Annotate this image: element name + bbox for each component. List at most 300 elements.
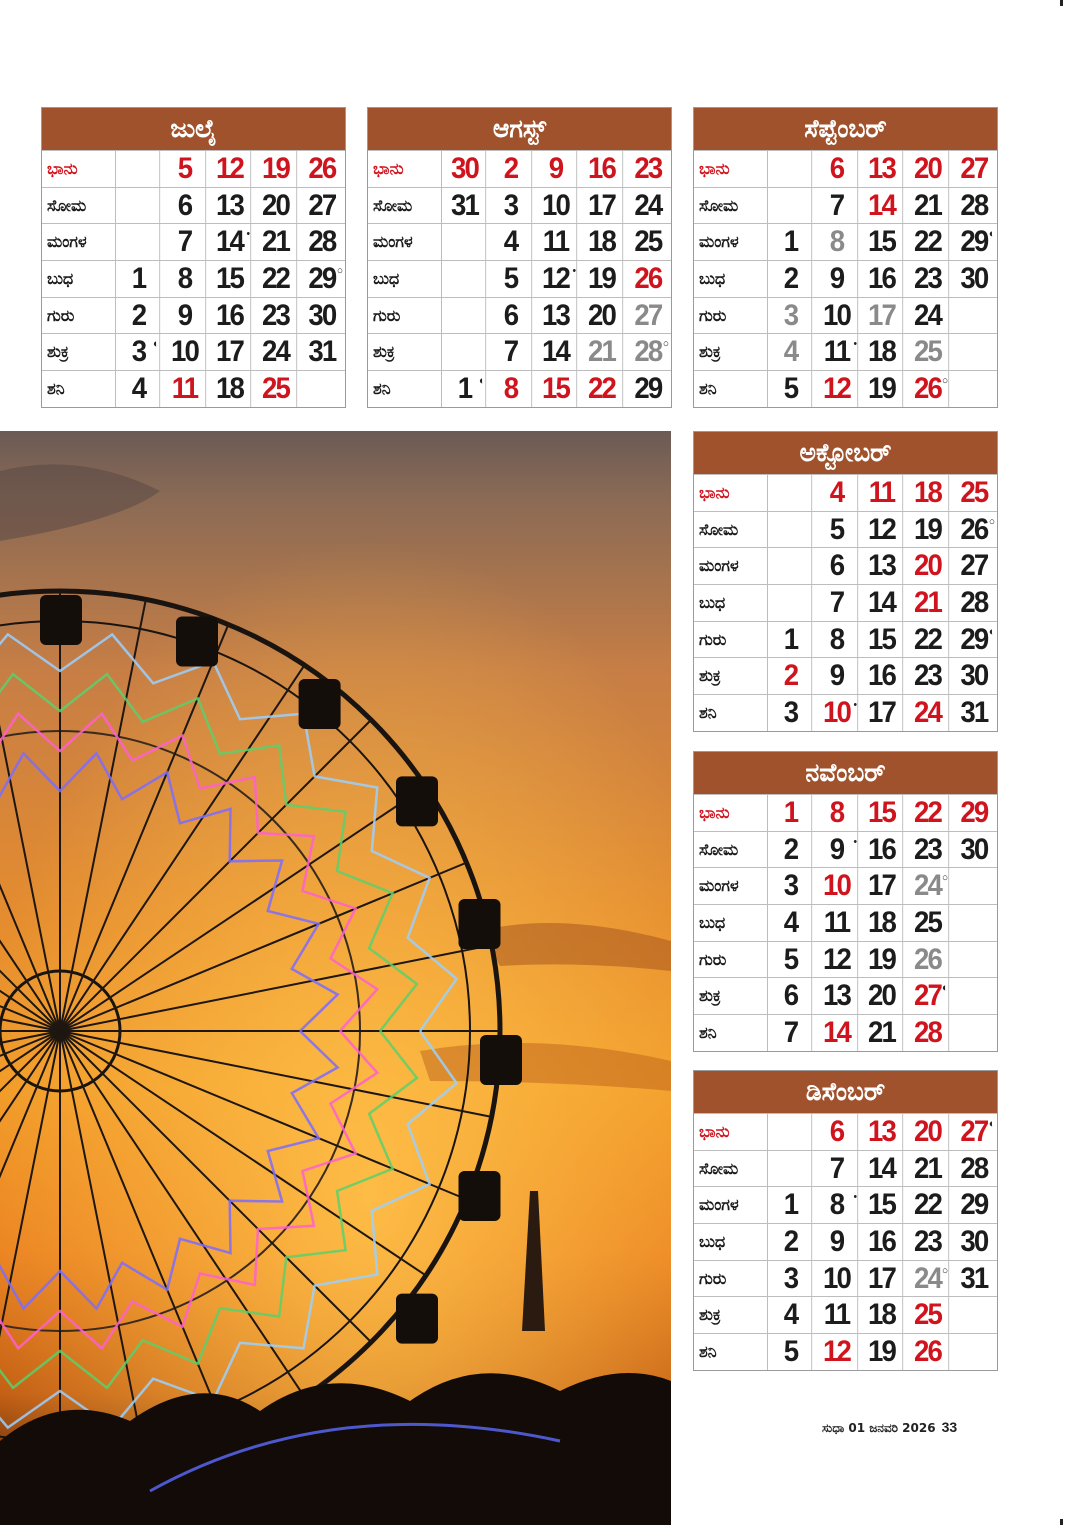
moon-phase-icon: ◐	[989, 625, 996, 638]
week-row	[694, 831, 997, 868]
date-number: 25	[914, 335, 942, 369]
gondola	[396, 1294, 438, 1344]
date-number: 6	[503, 298, 517, 332]
date-number: 21	[262, 225, 290, 259]
week-row	[42, 370, 345, 407]
calendar-august	[367, 107, 672, 408]
date-number: 7	[177, 225, 191, 259]
date-number: 13	[868, 151, 896, 185]
date-number: 8	[829, 225, 843, 259]
date-number: 24	[914, 298, 942, 332]
week-row	[694, 1260, 997, 1297]
date-number: 7	[829, 188, 843, 222]
weekday-label: ಬುಧ	[694, 1224, 768, 1260]
date-number: 22	[914, 1188, 942, 1222]
date-number: 1	[783, 795, 797, 829]
week-row	[694, 1223, 997, 1260]
date-cell	[953, 1297, 995, 1333]
date-number: 22	[914, 622, 942, 656]
date-cell	[770, 548, 812, 584]
date-cell	[953, 548, 995, 584]
date-number: 27	[960, 1114, 988, 1148]
date-cell	[444, 224, 486, 260]
date-cell	[209, 371, 251, 407]
date-cell	[815, 585, 857, 621]
date-cell	[953, 1187, 995, 1223]
date-cell	[815, 1187, 857, 1223]
week-row	[694, 370, 997, 407]
date-cell	[815, 151, 857, 187]
crop-mark	[1060, 1519, 1063, 1525]
date-number: 7	[783, 1015, 797, 1049]
date-cell	[535, 371, 577, 407]
date-cell	[815, 261, 857, 297]
date-cell	[489, 151, 531, 187]
week-row	[694, 187, 997, 224]
week-row	[368, 223, 671, 260]
date-number: 18	[868, 905, 896, 939]
week-row	[368, 260, 671, 297]
date-number: 15	[868, 622, 896, 656]
week-row	[694, 1333, 997, 1370]
date-cell	[815, 224, 857, 260]
weekday-label: ಶುಕ್ರ	[694, 658, 768, 694]
date-number: 23	[914, 261, 942, 295]
week-row	[694, 657, 997, 694]
date-number: 20	[914, 151, 942, 185]
date-cell	[581, 371, 623, 407]
date-cell	[581, 151, 623, 187]
date-cell	[815, 475, 857, 511]
date-cell	[535, 334, 577, 370]
date-number: 1	[783, 622, 797, 656]
weekday-label: ಶುಕ್ರ	[368, 334, 442, 370]
date-number: 18	[216, 371, 244, 405]
date-number: 25	[960, 475, 988, 509]
moon-phase-icon: ◐	[942, 982, 949, 995]
date-number: 19	[588, 261, 616, 295]
date-number: 2	[503, 151, 517, 185]
date-number: 27	[960, 151, 988, 185]
date-cell	[255, 371, 297, 407]
date-cell	[815, 1334, 857, 1370]
date-cell	[770, 832, 812, 868]
date-cell	[861, 475, 903, 511]
date-cell	[209, 298, 251, 334]
date-cell	[627, 371, 669, 407]
moon-phase-icon: •	[572, 265, 577, 278]
week-row	[694, 1150, 997, 1187]
date-cell	[953, 1224, 995, 1260]
date-number: 29	[960, 225, 988, 259]
date-cell	[953, 1334, 995, 1370]
date-cell	[953, 1261, 995, 1297]
date-number: 26	[914, 371, 942, 405]
date-cell	[163, 334, 205, 370]
date-cell	[489, 371, 531, 407]
date-cell	[953, 1151, 995, 1187]
weekday-label: ಭಾನು	[694, 475, 768, 511]
date-cell	[489, 298, 531, 334]
date-number: 5	[783, 1334, 797, 1368]
date-cell	[815, 1015, 857, 1051]
date-number: 18	[868, 335, 896, 369]
date-cell	[815, 1114, 857, 1150]
date-cell	[861, 334, 903, 370]
week-row	[694, 621, 997, 658]
date-cell	[118, 371, 160, 407]
date-cell	[907, 334, 949, 370]
week-row	[694, 584, 997, 621]
date-number: 21	[868, 1015, 896, 1049]
date-cell	[861, 942, 903, 978]
date-cell	[535, 224, 577, 260]
date-number: 11	[869, 475, 895, 509]
date-cell	[770, 1151, 812, 1187]
date-cell	[861, 151, 903, 187]
weekday-label: ಶುಕ್ರ	[694, 1297, 768, 1333]
date-cell	[301, 298, 343, 334]
date-number: 27	[634, 298, 662, 332]
date-cell	[953, 1114, 995, 1150]
weekday-label: ಮಂಗಳ	[694, 548, 768, 584]
date-number: 19	[868, 371, 896, 405]
date-cell	[907, 658, 949, 694]
date-cell	[255, 298, 297, 334]
week-row	[694, 511, 997, 548]
date-number: 16	[868, 659, 896, 693]
week-row	[694, 223, 997, 260]
week-row	[694, 904, 997, 941]
week-row	[694, 867, 997, 904]
date-number: 26	[960, 512, 988, 546]
date-cell	[581, 261, 623, 297]
date-number: 11	[823, 905, 849, 939]
date-number: 4	[131, 371, 145, 405]
date-cell	[861, 695, 903, 731]
date-number: 9	[177, 298, 191, 332]
date-cell	[770, 188, 812, 224]
date-cell	[444, 261, 486, 297]
date-cell	[770, 695, 812, 731]
weekday-label: ಗುರು	[42, 298, 116, 334]
date-cell	[815, 334, 857, 370]
date-cell	[209, 261, 251, 297]
date-number: 25	[262, 371, 290, 405]
moon-phase-icon: ○	[942, 375, 949, 388]
date-cell	[489, 261, 531, 297]
week-row	[42, 297, 345, 334]
date-number: 26	[914, 942, 942, 976]
weekday-label: ಬುಧ	[368, 261, 442, 297]
date-number: 2	[783, 1224, 797, 1258]
date-cell	[770, 151, 812, 187]
date-cell	[163, 298, 205, 334]
date-cell	[255, 334, 297, 370]
date-number: 30	[308, 298, 336, 332]
month-title: ಅಕ್ಟೋಬರ್	[694, 432, 997, 474]
date-cell	[953, 622, 995, 658]
week-row	[42, 150, 345, 187]
date-number: 10	[822, 869, 850, 903]
date-number: 16	[868, 832, 896, 866]
date-cell	[444, 188, 486, 224]
date-cell	[953, 151, 995, 187]
date-cell	[907, 1151, 949, 1187]
footer-publication: ಸುಧಾ 01 ಜನವರಿ 2026	[822, 1421, 936, 1435]
weekday-label: ಬುಧ	[42, 261, 116, 297]
weekday-label: ಗುರು	[694, 1261, 768, 1297]
date-cell	[953, 832, 995, 868]
weekday-label: ಸೋಮ	[368, 188, 442, 224]
date-number: 15	[868, 795, 896, 829]
weekday-label: ಬುಧ	[694, 261, 768, 297]
date-cell	[953, 978, 995, 1014]
date-cell	[770, 1187, 812, 1223]
date-cell	[907, 1297, 949, 1333]
date-number: 14	[868, 585, 896, 619]
week-row	[368, 297, 671, 334]
date-number: 18	[588, 225, 616, 259]
week-row	[694, 1186, 997, 1223]
date-cell	[489, 224, 531, 260]
moon-phase-icon: ◐	[478, 375, 485, 388]
week-row	[694, 1113, 997, 1150]
gondola	[40, 595, 82, 645]
weekday-label: ಮಂಗಳ	[694, 224, 768, 260]
date-number: 22	[588, 371, 616, 405]
date-number: 4	[783, 1298, 797, 1332]
date-cell	[255, 188, 297, 224]
date-number: 16	[868, 261, 896, 295]
week-row	[42, 333, 345, 370]
date-cell	[861, 261, 903, 297]
date-cell	[953, 334, 995, 370]
date-number: 3	[783, 869, 797, 903]
moon-phase-icon: •	[853, 1191, 857, 1204]
moon-phase-icon: ○	[337, 265, 344, 278]
date-number: 7	[829, 585, 843, 619]
page-footer	[822, 1419, 957, 1436]
date-number: 4	[783, 335, 797, 369]
date-cell	[770, 585, 812, 621]
date-number: 23	[914, 1224, 942, 1258]
date-number: 7	[829, 1151, 843, 1185]
calendar-november	[693, 751, 998, 1052]
date-cell	[815, 548, 857, 584]
week-row	[694, 794, 997, 831]
date-number: 10	[542, 188, 570, 222]
date-number: 11	[171, 371, 197, 405]
date-cell	[861, 371, 903, 407]
date-number: 23	[914, 832, 942, 866]
date-cell	[953, 298, 995, 334]
moon-phase-icon: •	[853, 699, 857, 712]
date-cell	[535, 261, 577, 297]
date-cell	[118, 298, 160, 334]
crop-mark	[1060, 0, 1063, 6]
week-row	[694, 297, 997, 334]
date-cell	[770, 1261, 812, 1297]
date-number: 1	[131, 261, 145, 295]
date-cell	[907, 585, 949, 621]
date-cell	[861, 832, 903, 868]
date-cell	[163, 151, 205, 187]
date-number: 18	[868, 1298, 896, 1332]
date-cell	[861, 1334, 903, 1370]
date-number: 14	[822, 1015, 850, 1049]
date-cell	[535, 298, 577, 334]
date-number: 10	[822, 695, 850, 729]
date-number: 30	[450, 151, 478, 185]
date-cell	[953, 512, 995, 548]
date-cell	[907, 475, 949, 511]
date-cell	[907, 1224, 949, 1260]
date-cell	[770, 658, 812, 694]
date-number: 11	[823, 1298, 849, 1332]
date-cell	[861, 1015, 903, 1051]
date-cell	[163, 261, 205, 297]
weekday-label: ಸೋಮ	[694, 1151, 768, 1187]
date-number: 3	[783, 1261, 797, 1295]
date-cell	[953, 658, 995, 694]
week-row	[368, 150, 671, 187]
week-row	[694, 547, 997, 584]
date-number: 2	[783, 261, 797, 295]
date-number: 28	[960, 188, 988, 222]
weekday-label: ಶನಿ	[694, 371, 768, 407]
date-cell	[815, 371, 857, 407]
date-number: 27	[308, 188, 336, 222]
date-cell	[118, 151, 160, 187]
date-number: 31	[960, 695, 988, 729]
date-cell	[953, 371, 995, 407]
date-number: 14	[542, 335, 570, 369]
date-cell	[861, 978, 903, 1014]
weekday-label: ಶನಿ	[694, 695, 768, 731]
date-number: 2	[783, 659, 797, 693]
date-cell	[907, 371, 949, 407]
date-number: 28	[960, 585, 988, 619]
date-cell	[489, 188, 531, 224]
date-number: 24	[914, 869, 942, 903]
date-cell	[535, 188, 577, 224]
date-cell	[953, 795, 995, 831]
weekday-label: ಶುಕ್ರ	[694, 978, 768, 1014]
date-cell	[815, 1224, 857, 1260]
week-row	[694, 260, 997, 297]
weekday-label: ಗುರು	[368, 298, 442, 334]
date-cell	[907, 795, 949, 831]
date-cell	[163, 224, 205, 260]
ferris-wheel-photo	[0, 431, 671, 1525]
weekday-label: ಭಾನು	[42, 151, 116, 187]
gondola	[299, 679, 341, 729]
week-row	[42, 260, 345, 297]
date-cell	[861, 188, 903, 224]
date-number: 9	[549, 151, 563, 185]
date-number: 18	[914, 475, 942, 509]
date-cell	[444, 151, 486, 187]
date-cell	[770, 868, 812, 904]
date-cell	[907, 224, 949, 260]
date-cell	[907, 905, 949, 941]
weekday-label: ಭಾನು	[694, 151, 768, 187]
date-number: 20	[262, 188, 290, 222]
date-cell	[861, 868, 903, 904]
date-cell	[861, 1224, 903, 1260]
date-cell	[209, 334, 251, 370]
date-cell	[861, 1261, 903, 1297]
date-cell	[581, 188, 623, 224]
moon-phase-icon: ○	[942, 872, 949, 885]
weekday-label: ಶನಿ	[42, 371, 116, 407]
date-cell	[770, 942, 812, 978]
date-cell	[770, 978, 812, 1014]
date-cell	[815, 695, 857, 731]
date-number: 6	[829, 151, 843, 185]
date-number: 24	[262, 335, 290, 369]
date-cell	[861, 795, 903, 831]
date-cell	[861, 658, 903, 694]
date-cell	[770, 1015, 812, 1051]
date-number: 3	[503, 188, 517, 222]
moon-phase-icon: •	[246, 228, 251, 241]
date-cell	[953, 224, 995, 260]
date-cell	[907, 548, 949, 584]
date-cell	[770, 1224, 812, 1260]
date-number: 12	[868, 512, 896, 546]
date-cell	[907, 978, 949, 1014]
date-number: 29	[960, 795, 988, 829]
date-cell	[770, 261, 812, 297]
date-number: 29	[634, 371, 662, 405]
date-number: 23	[914, 659, 942, 693]
date-number: 31	[308, 335, 336, 369]
date-number: 6	[177, 188, 191, 222]
date-number: 16	[868, 1224, 896, 1258]
date-cell	[815, 622, 857, 658]
date-number: 9	[829, 261, 843, 295]
gondola	[459, 899, 501, 949]
weekday-label: ಸೋಮ	[694, 188, 768, 224]
date-number: 1	[783, 225, 797, 259]
date-cell	[301, 188, 343, 224]
date-number: 19	[914, 512, 942, 546]
moon-phase-icon: ○	[989, 515, 996, 528]
week-row	[368, 333, 671, 370]
date-number: 21	[914, 585, 942, 619]
date-cell	[861, 548, 903, 584]
date-number: 24	[914, 695, 942, 729]
date-number: 2	[131, 298, 145, 332]
date-number: 16	[216, 298, 244, 332]
date-number: 27	[960, 549, 988, 583]
date-number: 17	[868, 869, 896, 903]
date-number: 17	[216, 335, 244, 369]
date-number: 28	[960, 1151, 988, 1185]
date-cell	[907, 1261, 949, 1297]
weekday-label: ಭಾನು	[694, 1114, 768, 1150]
date-cell	[770, 512, 812, 548]
date-number: 29	[960, 622, 988, 656]
month-title: ನವೆಂಬರ್	[694, 752, 997, 794]
date-number: 30	[960, 1224, 988, 1258]
date-cell	[770, 622, 812, 658]
date-number: 31	[960, 1261, 988, 1295]
week-row	[694, 941, 997, 978]
date-cell	[907, 832, 949, 868]
